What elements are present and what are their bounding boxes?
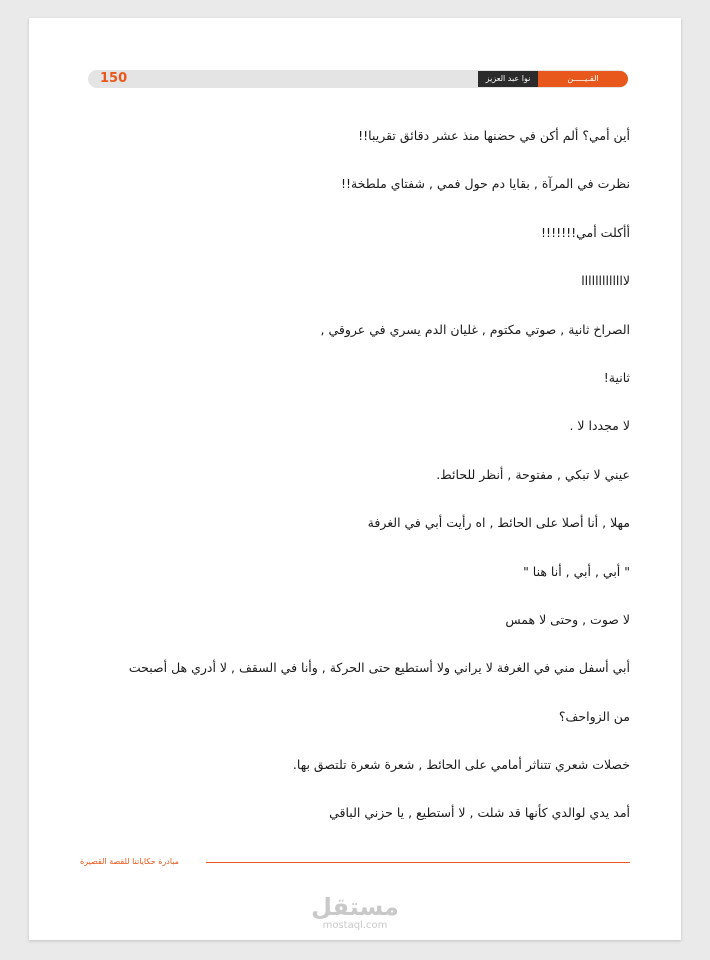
paragraph: مهلا , أنا أصلا على الحائط , اه رأيت أبي في الغرفة [367, 515, 630, 531]
paragraph: أمد يدي لوالدي كأنها قد شلت , لا أستطيع , يا حزني الباقي [329, 805, 630, 821]
paragraph: نظرت في المرآة , بقايا دم حول فمي , شفتاي ملطخة!! [340, 176, 630, 192]
paragraph: عيني لا تبكي , مفتوحة , أنظر للحائط. [436, 466, 630, 482]
paragraph: لا مجددا لا . [569, 418, 630, 434]
paragraph: خصلات شعري تتناثر أمامي على الحائط , شعرة شعرة تلتصق بها. [292, 757, 630, 773]
paragraph: أبي أسفل مني في الغرفة لا يراني ولا أستطيع حتى الحركة , وأنا في السقف , لا أدري هل أصبحت [128, 660, 630, 676]
story-body [95, 112, 635, 838]
paragraph: لااااااااااااا [581, 273, 630, 289]
paragraph: من الزواحف؟ [558, 708, 630, 724]
author-tag: نوا عبد العزيز [478, 71, 538, 87]
watermark-logo: مستقل [311, 893, 399, 921]
paragraph: أين أمي؟ ألم أكن في حضنها منذ عشر دقائق تقريبا!! [358, 128, 630, 143]
watermark-url: mostaql.com [322, 920, 388, 931]
paragraph: الصراخ ثانية , صوتي مكتوم , غليان الدم يسري في عروقي , [320, 321, 630, 337]
footer-initiative-text: مبادرة حكاياتنا للقصة القصيرة [80, 857, 179, 866]
paragraph: ثانية! [603, 369, 630, 385]
page-number: 150 [100, 71, 128, 86]
paragraph: " أبي , أبي , أنا هنا " [523, 563, 630, 579]
paragraph: لا صوت , وحتى لا همس [505, 611, 630, 627]
footer-divider [206, 862, 630, 863]
section-tag: القـيـــــن [538, 71, 628, 87]
paragraph: أأكلت أمي!!!!!!! [541, 224, 630, 240]
watermark [0, 893, 710, 931]
